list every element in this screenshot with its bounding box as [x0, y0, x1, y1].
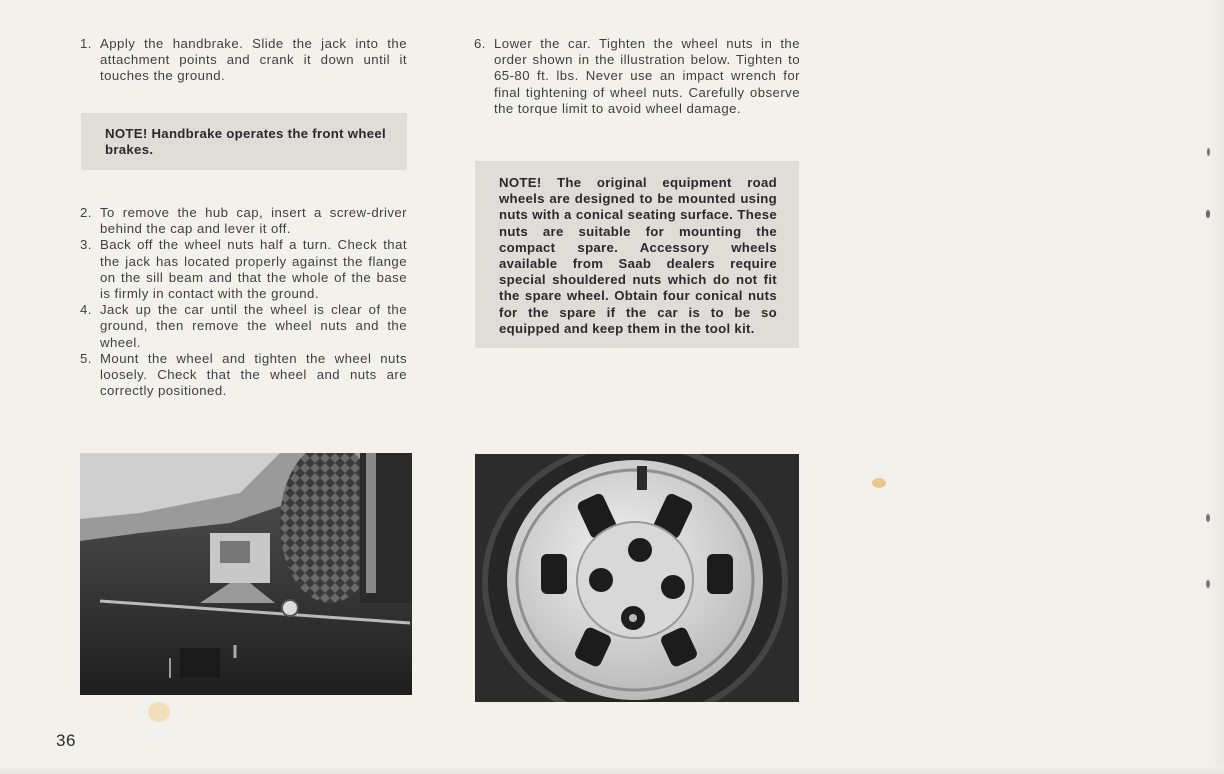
jack-under-car-image	[80, 453, 412, 695]
paper-stain	[872, 478, 886, 488]
step-text: Lower the car. Tighten the wheel nuts in the order shown in the illustration below. Tighten to 65-80 ft. lbs. Never use an impact wrench for final tightening of wheel nuts. Carefully observe the torque limit to avoid wheel damage.	[494, 36, 800, 116]
step-number: 4.	[80, 302, 92, 318]
step-text: Apply the handbrake. Slide the jack into the attachment points and crank it down until it touches the ground.	[100, 36, 407, 84]
step-number: 6.	[474, 36, 486, 51]
note-handbrake	[81, 113, 407, 170]
list-item	[474, 36, 800, 117]
step-1-block	[80, 36, 407, 85]
paper-stain	[148, 702, 170, 722]
wheel-photo	[475, 454, 799, 702]
step-text: Jack up the car until the wheel is clear of the ground, then remove the wheel nuts and the wheel.	[100, 302, 407, 350]
page-bottom-shading	[0, 766, 1224, 774]
paper-speck	[1206, 514, 1210, 522]
paper-speck	[1206, 210, 1210, 218]
step-6-block	[474, 36, 800, 117]
steps-2-5-block	[80, 205, 407, 399]
wheel-nut-order-image	[475, 454, 799, 702]
note-text: NOTE! Handbrake operates the front wheel brakes.	[105, 126, 386, 158]
step-number: 2.	[80, 205, 92, 220]
list-item	[80, 36, 407, 85]
paper-speck	[1206, 580, 1210, 588]
list-item	[80, 302, 407, 351]
list-item	[80, 237, 407, 302]
step-text: Mount the wheel and tighten the wheel nuts loosely. Check that the wheel and nuts are correctly positioned.	[100, 350, 407, 399]
step-text: Back off the wheel nuts half a turn. Check that the jack has located properly against the flange on the sill beam and that the whole of the base is firmly in contact with the ground.	[100, 237, 407, 302]
step-number: 1.	[80, 36, 92, 51]
note-conical-nuts	[475, 161, 799, 348]
jack-photo	[80, 453, 412, 695]
page-edge-shading	[1204, 0, 1224, 774]
step-number: 3.	[80, 237, 92, 253]
list-item	[80, 351, 407, 400]
list-item	[80, 205, 407, 237]
page-number: 36	[56, 731, 76, 750]
note-text: NOTE! The original equipment road wheels are designed to be mounted using nuts with a conical seating surface. These nuts are suitable for mounting the compact spare. Accessory wheels available from Saab dealers require special shouldered nuts which do not fit the spare wheel. Obtain four conical nuts for the spare if the car is to be so equipped and keep them in the tool kit.	[499, 175, 777, 336]
step-number: 5.	[80, 350, 92, 366]
paper-speck	[1207, 148, 1210, 156]
step-text: To remove the hub cap, insert a screw-driver behind the cap and lever it off.	[100, 205, 407, 237]
